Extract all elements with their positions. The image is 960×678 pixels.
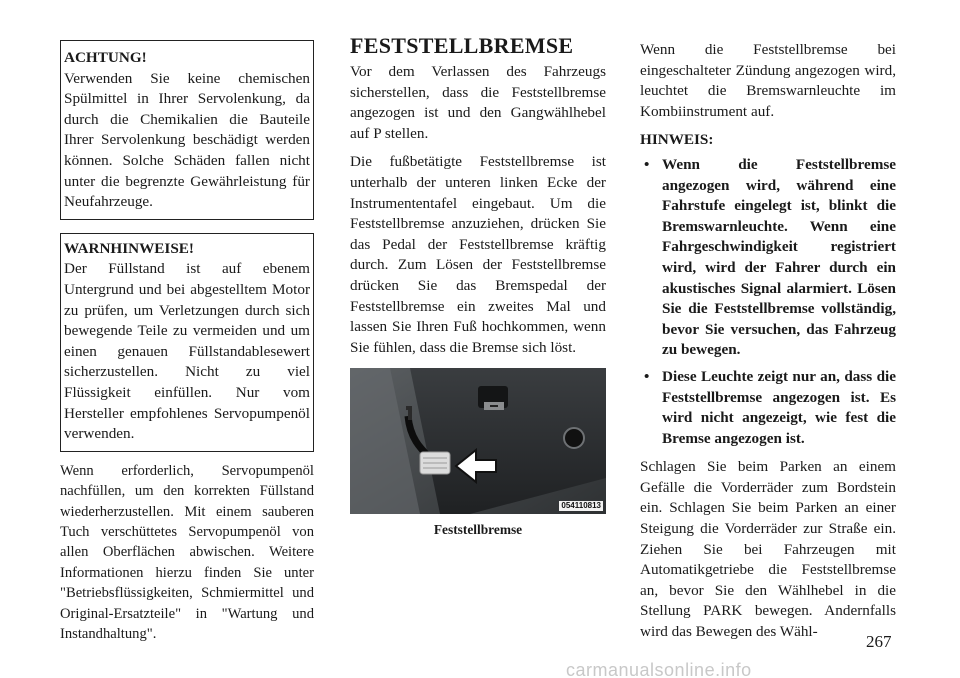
caution-text: Verwenden Sie keine chemischen Spülmittel in Ihrer Servolenkung, da durch die Chemikalien die Bauteile Ihrer Servolenkung beschädigt werden können. Solche Schäden fallen nicht unter die begrenzte Gewährleistung für Neufahrzeuge. xyxy=(64,69,310,211)
middle-column xyxy=(350,33,606,541)
figure-caption: Feststellbremse xyxy=(433,522,523,538)
page-number: 267 xyxy=(866,632,892,651)
note-list xyxy=(640,155,896,449)
list-item xyxy=(640,367,896,449)
warning-text: Der Füllstand ist auf ebenem Untergrund und bei abgestelltem Motor zu prüfen, um Verletzungen durch sich bewegende Teile zu vermeiden und um einen genauen Füllstandablesewert sicherzustellen. Nicht zu viel Flüssigkeit einfüllen. Nur vom Hersteller empfohlenes Servopumpenöl verwenden. xyxy=(64,260,310,443)
paragraph-1: Vor dem Verlassen des Fahrzeugs sicherstellen, dass die Feststellbremse angezogen ist und den Gangwählhebel auf P stellen. xyxy=(350,63,606,142)
right-column xyxy=(640,40,896,643)
list-item-text: Wenn die Feststellbremse angezogen wird, während eine Fahrstufe eingelegt ist, blinkt die Bremswarnleuchte. Wenn eine Fahrgeschwindigkeit registriert wird, wird der Fahrer durch ein akustisches Signal alarmiert. Lösen Sie die Feststellbremse vollständig, bevor Sie versuchen, das Fahrzeug zu bewegen. xyxy=(662,155,896,359)
note-title: HINWEIS: xyxy=(640,131,714,149)
paragraph-2: Die fußbetätigte Feststellbremse ist unterhalb der unteren linken Ecke der Instrumententafel eingebaut. Um die Feststellbremse anzuziehen, drücken Sie das Pedal der Feststellbremse kräftig durch. Zum Lösen der Feststellbremse drücken Sie das Bremspedal der Feststellbremse ein zweites Mal und lassen Sie Ihren Fuß hochkommen, wenn Sie fühlen, dass die Bremse sich löst. xyxy=(350,153,606,356)
bullet-icon: • xyxy=(644,155,650,173)
parking-paragraph: Schlagen Sie beim Parken an einem Gefälle die Vorderräder zum Bordstein ein. Schlagen Sie beim Parken an einer Steigung die Vorderräder zur Straße ein. Ziehen Sie bei Fahrzeugen mit Automatikgetriebe die Feststellbremse an, bevor Sie den Wählhebel in die Stellung PARK bewegen. Andernfalls wird das Bewegen des Wähl- xyxy=(640,458,896,641)
warning-box xyxy=(60,233,314,452)
list-item-text: Diese Leuchte zeigt nur an, dass die Feststellbremse angezogen ist. Es wird nicht angezeigt, wie fest die Bremse angezogen ist. xyxy=(662,367,896,447)
bullet-icon: • xyxy=(644,367,650,385)
parking-brake-figure xyxy=(350,368,606,541)
parking-brake-illustration xyxy=(350,368,606,514)
caution-box xyxy=(60,40,314,220)
list-item xyxy=(640,155,896,361)
parking-brake-photo xyxy=(350,368,606,514)
intro-paragraph: Wenn die Feststellbremse bei eingeschalteter Zündung angezogen wird, leuchtet die Bremswarnleuchte im Kombiinstrument auf. xyxy=(640,41,896,120)
watermark: carmanualsonline.info xyxy=(566,660,752,678)
section-heading: FESTSTELLBREMSE xyxy=(350,33,574,58)
refill-paragraph: Wenn erforderlich, Servopumpenöl nachfüllen, um den korrekten Füllstand wiederherzustellen. Mit einem sauberen Tuch verschüttetes Servopumpenöl von allen Oberflächen abwischen. Weitere Informationen hierzu finden Sie unter "Betriebsflüssigkeiten, Schmiermittel und Original-Ersatzteile" in "Wartung und Instandhaltung". xyxy=(60,462,314,642)
caution-title: ACHTUNG! xyxy=(64,49,147,66)
figure-code: 054110813 xyxy=(561,501,601,511)
left-column xyxy=(60,40,314,644)
warning-title: WARNHINWEISE! xyxy=(64,239,194,257)
